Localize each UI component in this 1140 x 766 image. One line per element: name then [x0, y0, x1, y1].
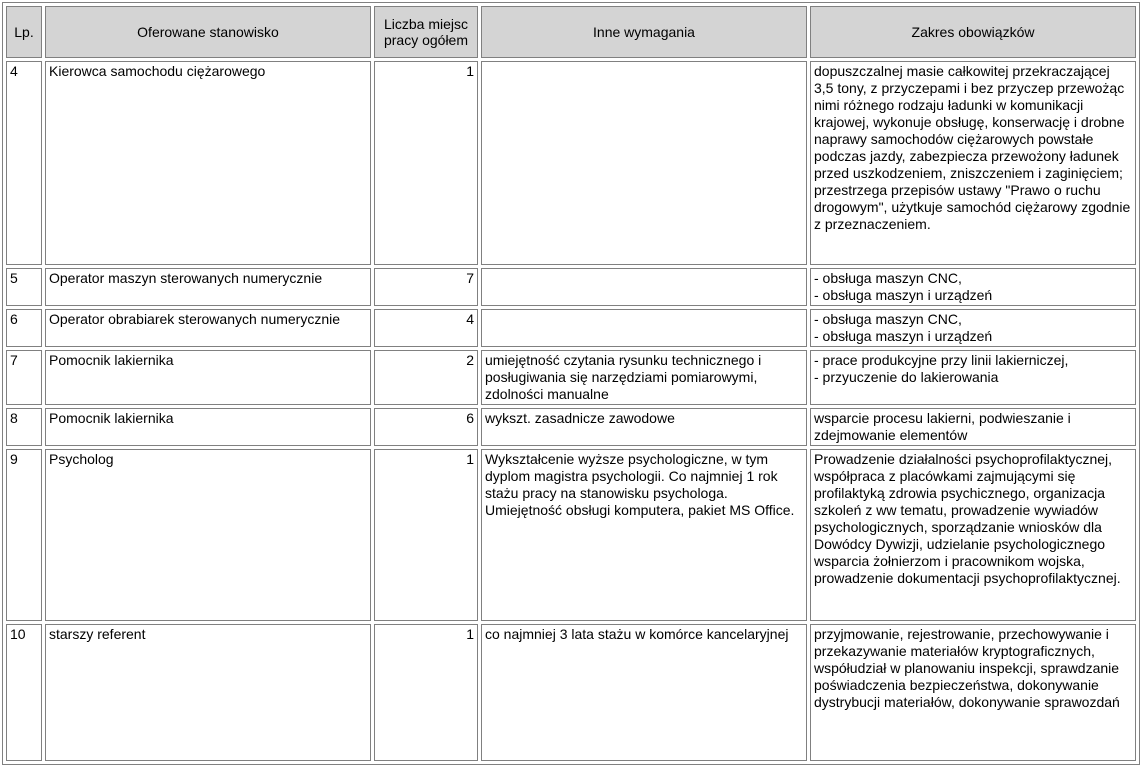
cell-duties: - obsługa maszyn CNC, - obsługa maszyn i urządzeń	[810, 268, 1136, 306]
cell-duties: wsparcie procesu lakierni, podwieszanie i zdejmowanie elementów	[810, 408, 1136, 446]
job-offers-table	[2, 2, 1140, 765]
cell-requirements: co najmniej 3 lata stażu w komórce kancelaryjnej	[481, 624, 807, 761]
cell-requirements	[481, 268, 807, 306]
cell-duties: Prowadzenie działalności psychoprofilaktycznej, współpraca z placówkami zajmującymi się profilaktyką zdrowia psychicznego, organizacja szkoleń z ww tematu, prowadzenie wywiadów psychologicznych, sporządzanie wniosków dla Dowódcy Dywizji, udzielanie psychologicznego wsparcia żołnierzom i pracownikom wojska, prowadzenie dokumentacji psychoprofilaktycznej.	[810, 449, 1136, 621]
cell-duties: - obsługa maszyn CNC, - obsługa maszyn i urządzeń	[810, 309, 1136, 347]
cell-count: 1	[374, 61, 478, 265]
cell-position: Operator obrabiarek sterowanych numerycznie	[45, 309, 371, 347]
cell-duties: - prace produkcyjne przy linii lakierniczej, - przyuczenie do lakierowania	[810, 350, 1136, 405]
table-row	[6, 408, 1136, 446]
cell-count: 2	[374, 350, 478, 405]
cell-lp: 6	[6, 309, 42, 347]
cell-duties: przyjmowanie, rejestrowanie, przechowywanie i przekazywanie materiałów kryptograficznych, współudział w planowaniu inspekcji, sprawdzanie poświadczenia bezpieczeństwa, dokonywanie dystrybucji materiałów, dokonywanie sprawozdań	[810, 624, 1136, 761]
cell-count: 1	[374, 624, 478, 761]
header-position: Oferowane stanowisko	[45, 6, 371, 58]
table-row	[6, 268, 1136, 306]
cell-lp: 9	[6, 449, 42, 621]
cell-requirements: Wykształcenie wyższe psychologiczne, w tym dyplom magistra psychologii. Co najmniej 1 rok stażu pracy na stanowisku psychologa. Umiejętność obsługi komputera, pakiet MS Office.	[481, 449, 807, 621]
cell-lp: 8	[6, 408, 42, 446]
cell-count: 4	[374, 309, 478, 347]
cell-lp: 5	[6, 268, 42, 306]
header-count: Liczba miejsc pracy ogółem	[374, 6, 478, 58]
cell-requirements	[481, 61, 807, 265]
cell-duties: dopuszczalnej masie całkowitej przekraczającej 3,5 tony, z przyczepami i bez przyczep przewożąc nimi różnego rodzaju ładunki w komunikacji krajowej, wykonuje obsługę, konserwację i drobne naprawy samochodów ciężarowych powstałe podczas jazdy, zabezpiecza przewożony ładunek przed uszkodzeniem, zniszczeniem i zaginięciem; przestrzega przepisów ustawy "Prawo o ruchu drogowym", użytkuje samochód ciężarowy zgodnie z przeznaczeniem.	[810, 61, 1136, 265]
table-row	[6, 350, 1136, 405]
cell-count: 1	[374, 449, 478, 621]
cell-count: 7	[374, 268, 478, 306]
cell-lp: 10	[6, 624, 42, 761]
cell-count: 6	[374, 408, 478, 446]
cell-requirements	[481, 309, 807, 347]
cell-lp: 7	[6, 350, 42, 405]
cell-position: Operator maszyn sterowanych numerycznie	[45, 268, 371, 306]
cell-position: Pomocnik lakiernika	[45, 350, 371, 405]
table-header-row	[6, 6, 1136, 58]
header-requirements: Inne wymagania	[481, 6, 807, 58]
table-row	[6, 61, 1136, 265]
cell-lp: 4	[6, 61, 42, 265]
cell-requirements: umiejętność czytania rysunku technicznego i posługiwania się narzędziami pomiarowymi, zdolności manualne	[481, 350, 807, 405]
cell-position: Kierowca samochodu ciężarowego	[45, 61, 371, 265]
table-row	[6, 624, 1136, 761]
table-row	[6, 309, 1136, 347]
cell-position: Psycholog	[45, 449, 371, 621]
header-lp: Lp.	[6, 6, 42, 58]
table-row	[6, 449, 1136, 621]
cell-position: starszy referent	[45, 624, 371, 761]
cell-position: Pomocnik lakiernika	[45, 408, 371, 446]
cell-requirements: wykszt. zasadnicze zawodowe	[481, 408, 807, 446]
header-duties: Zakres obowiązków	[810, 6, 1136, 58]
